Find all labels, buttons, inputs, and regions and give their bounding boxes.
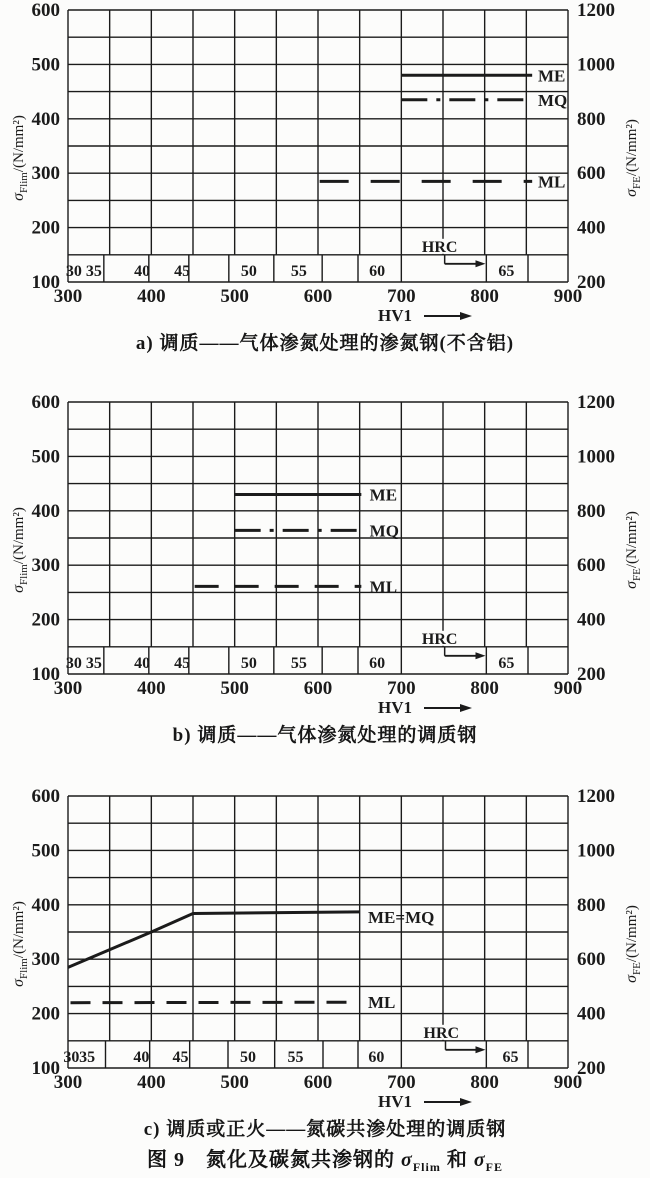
svg-text:35: 35 [79,1049,96,1066]
svg-text:60: 60 [369,655,386,672]
svg-text:1000: 1000 [577,54,615,76]
svg-text:300: 300 [53,678,83,699]
chart-block-b [0,392,650,747]
svg-text:200: 200 [577,664,606,685]
y-left-tick-labels [32,0,61,293]
y-right-tick-labels [577,392,615,685]
svg-text:35: 35 [85,655,102,672]
svg-text:400: 400 [577,217,606,239]
svg-text:400: 400 [31,108,60,130]
series-label-ML: ML [538,172,566,192]
series-label-ML: ML [368,993,396,1013]
y-left-axis-title: $\sigma_{Flim}/(N/mm^2)$ [10,507,30,593]
svg-text:HV1: HV1 [378,1092,412,1111]
svg-text:800: 800 [470,678,499,699]
svg-text:400: 400 [137,1072,166,1093]
svg-text:400: 400 [577,1003,606,1025]
x-tick-labels [54,678,583,699]
hrc-band-labels [63,1049,518,1066]
svg-text:600: 600 [577,163,606,185]
svg-text:300: 300 [31,163,60,185]
svg-text:50: 50 [240,655,257,672]
svg-text:400: 400 [577,609,606,631]
y-left-axis-title: $\sigma_{Flim}/(N/mm^2)$ [10,115,30,201]
hrc-label: HRC [421,630,458,648]
svg-text:1200: 1200 [577,0,615,21]
y-right-axis-title: $\sigma_{FE}/(N/mm^2)$ [623,511,643,589]
svg-text:800: 800 [577,108,606,130]
svg-text:200: 200 [577,272,606,293]
x-axis-label [378,306,472,325]
hrc-band [106,1041,529,1068]
hrc-annotation [415,631,486,660]
svg-text:35: 35 [85,263,102,280]
hrc-band [104,647,528,674]
svg-text:900: 900 [553,286,583,307]
series-label-ME: ME [538,66,566,86]
svg-text:65: 65 [498,263,515,280]
chart-block-c [0,786,650,1141]
x-tick-labels [54,286,583,307]
chart-c-plot [0,786,650,1114]
svg-text:600: 600 [577,555,606,577]
hrc-label: HRC [423,1024,460,1042]
chart-a-plot [0,0,650,328]
grid [65,402,568,674]
series-label-ME: ME [369,485,398,505]
svg-text:300: 300 [31,949,60,971]
y-right-axis-title: $\sigma_{FE}/(N/mm^2)$ [623,119,643,197]
svg-text:600: 600 [31,0,60,21]
svg-text:60: 60 [369,263,386,280]
svg-text:500: 500 [31,446,60,468]
svg-text:800: 800 [577,500,606,522]
svg-text:30: 30 [65,655,82,672]
hrc-band-labels [66,655,514,672]
svg-text:200: 200 [31,217,60,239]
svg-text:600: 600 [303,286,333,307]
svg-text:400: 400 [31,894,60,916]
series-line-ML [71,1002,357,1003]
hrc-annotation [415,239,486,267]
svg-text:500: 500 [220,286,249,307]
svg-text:400: 400 [31,500,60,522]
svg-text:500: 500 [31,840,60,862]
series-label-MQ: MQ [538,90,568,110]
y-left-tick-labels [32,392,61,685]
y-left-axis-title: $\sigma_{Flim}/(N/mm^2)$ [10,901,30,987]
svg-text:100: 100 [31,664,60,685]
series-label-ML: ML [369,577,398,597]
svg-text:600: 600 [31,786,60,807]
svg-text:100: 100 [31,1058,60,1079]
svg-text:700: 700 [387,1072,416,1093]
svg-text:500: 500 [220,1072,249,1093]
svg-text:900: 900 [553,1072,583,1093]
svg-text:800: 800 [470,1072,499,1093]
svg-text:50: 50 [240,263,257,280]
svg-text:900: 900 [553,678,583,699]
svg-text:1200: 1200 [577,392,615,413]
x-axis-label [378,698,472,717]
svg-text:65: 65 [502,1049,519,1066]
y-right-tick-labels [577,0,615,293]
chart-c-caption: c) 调质或正火——氮碳共渗处理的调质钢 [143,1119,507,1140]
svg-text:45: 45 [172,1049,189,1066]
svg-text:55: 55 [287,1049,304,1066]
svg-text:800: 800 [577,894,606,916]
svg-text:HV1: HV1 [378,306,412,325]
svg-text:55: 55 [290,263,307,280]
svg-text:700: 700 [387,678,416,699]
series-label-ME=MQ: ME=MQ [368,907,435,927]
svg-text:45: 45 [174,263,191,280]
svg-text:300: 300 [53,1072,83,1093]
svg-text:100: 100 [31,272,60,293]
svg-text:50: 50 [240,1049,256,1066]
y-right-tick-labels [577,786,615,1079]
svg-text:400: 400 [137,678,166,699]
svg-text:HV1: HV1 [378,698,412,717]
svg-text:1200: 1200 [577,786,615,807]
hrc-label: HRC [421,238,458,256]
svg-text:300: 300 [53,286,83,307]
svg-text:600: 600 [577,949,606,971]
hrc-annotation [416,1025,485,1054]
x-axis-label [378,1092,472,1111]
grid [68,796,568,1068]
svg-text:1000: 1000 [577,446,615,468]
svg-text:40: 40 [133,1049,150,1066]
svg-text:300: 300 [31,555,60,577]
svg-text:400: 400 [137,286,166,307]
svg-text:600: 600 [31,392,60,413]
svg-text:600: 600 [303,678,333,699]
svg-text:800: 800 [470,286,499,307]
svg-text:500: 500 [31,54,60,76]
series-label-MQ: MQ [369,521,399,541]
chart-a-caption: a) 调质——气体渗氮处理的渗氮钢(不含铝) [135,333,515,354]
svg-text:200: 200 [577,1058,606,1079]
svg-text:200: 200 [31,1003,60,1025]
svg-text:30: 30 [63,1049,80,1066]
svg-text:40: 40 [134,263,151,280]
chart-block-a [0,0,650,355]
grid [65,10,568,282]
svg-text:40: 40 [134,655,151,672]
chart-b-plot [0,392,650,720]
svg-text:65: 65 [498,655,515,672]
svg-text:1000: 1000 [577,840,615,862]
y-right-axis-title: $\sigma_{FE}/(N/mm^2)$ [623,905,643,983]
x-tick-labels [54,1072,583,1093]
svg-text:55: 55 [290,655,307,672]
svg-text:600: 600 [303,1072,333,1093]
svg-text:200: 200 [31,609,60,631]
y-left-tick-labels [32,786,61,1079]
svg-text:500: 500 [220,678,249,699]
svg-text:700: 700 [387,286,416,307]
hrc-band [104,255,528,282]
chart-b-caption: b) 调质——气体渗氮处理的调质钢 [172,725,478,746]
figure-title: 图 9 氮化及碳氮共渗钢的 $\sigma_{Flim}$ 和 $\sigma_{FE}$ [147,1149,503,1174]
svg-text:60: 60 [368,1049,385,1066]
hrc-band-labels [66,263,514,280]
svg-text:30: 30 [65,263,82,280]
svg-text:45: 45 [174,655,191,672]
